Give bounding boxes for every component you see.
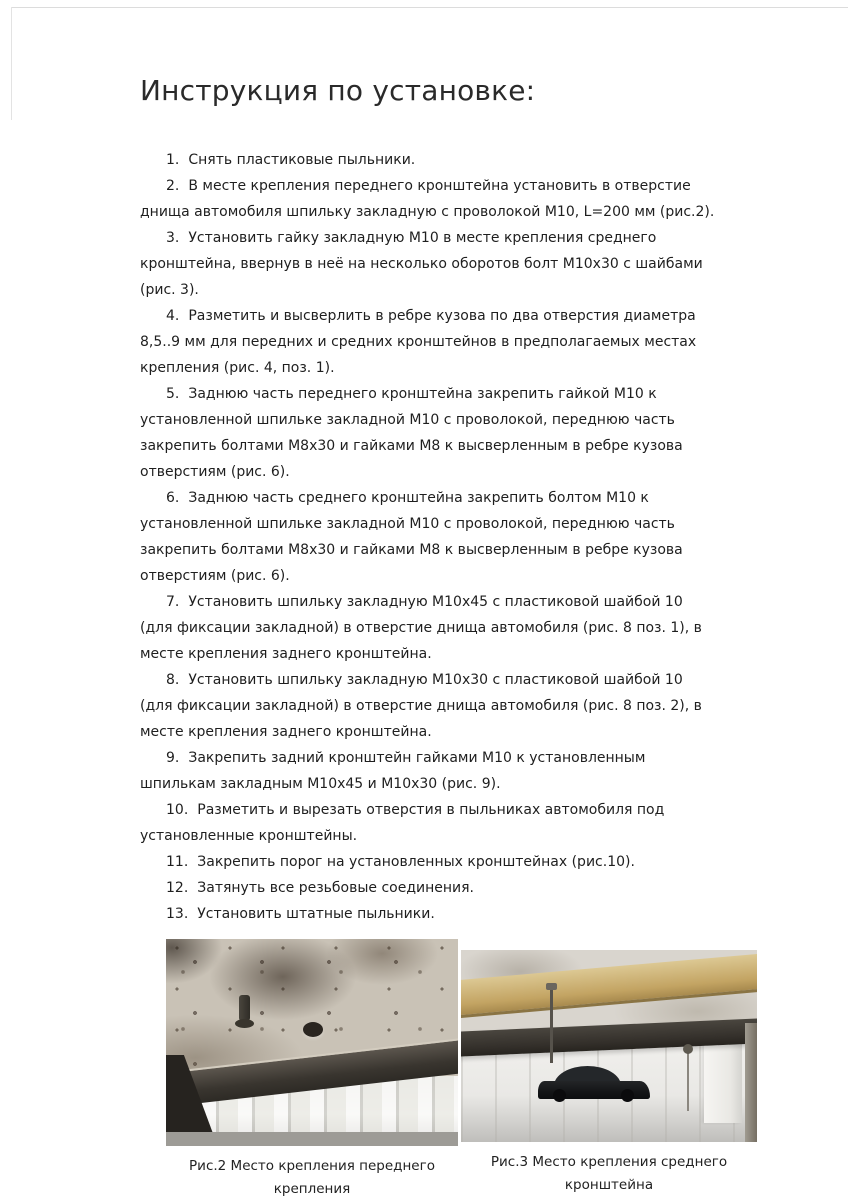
step-text: Затянуть все резьбовые соединения. bbox=[197, 880, 475, 896]
instruction-step-6 bbox=[140, 485, 718, 589]
car-wheel-rear bbox=[621, 1089, 634, 1102]
instruction-step-4 bbox=[140, 303, 718, 381]
hanging-anchor-stud bbox=[550, 986, 553, 1063]
step-text: Разметить и вырезать отверстия в пыльниках автомобиля под установленные кронштейны. bbox=[140, 802, 665, 844]
instruction-step-9 bbox=[140, 745, 718, 797]
figure-3-caption-line-1: Рис.3 Место крепления среднего bbox=[490, 1154, 728, 1170]
hanging-anchor-stud-head bbox=[546, 983, 557, 990]
instruction-step-8 bbox=[140, 667, 718, 745]
figures-row bbox=[166, 939, 806, 1201]
instruction-step-13 bbox=[140, 901, 718, 927]
step-text: Закрепить задний кронштейн гайками М10 к установленным шпилькам закладным М10х45 и М10х30 (рис. 9). bbox=[140, 750, 646, 792]
step-text: Установить штатные пыльники. bbox=[197, 906, 435, 922]
step-number: 10. bbox=[166, 802, 189, 818]
instruction-steps-list bbox=[140, 147, 718, 927]
instruction-step-3 bbox=[140, 225, 718, 303]
step-text: Заднюю часть среднего кронштейна закрепить болтом М10 к установленной шпильке закладной М10 с проволокой, переднюю часть закрепить болтами М8х30 и гайками М8 к высверленным в ребре кузова отверстиям (рис. 6). bbox=[140, 490, 683, 584]
document-page bbox=[140, 74, 728, 1201]
step-number: 4. bbox=[166, 308, 180, 324]
anchor-stud bbox=[239, 995, 250, 1021]
step-number: 7. bbox=[166, 594, 180, 610]
instruction-step-12 bbox=[140, 875, 718, 901]
instruction-step-7 bbox=[140, 589, 718, 667]
step-number: 8. bbox=[166, 672, 180, 688]
figure-2-caption bbox=[166, 1155, 458, 1201]
scan-artifact-line-left bbox=[11, 7, 12, 120]
step-number: 12. bbox=[166, 880, 189, 896]
step-number: 11. bbox=[166, 854, 189, 870]
step-number: 2. bbox=[166, 178, 180, 194]
step-number: 9. bbox=[166, 750, 180, 766]
figure-3-caption-line-2: кронштейна bbox=[564, 1177, 654, 1193]
step-number: 5. bbox=[166, 386, 180, 402]
step-text: Установить шпильку закладную М10х45 с пластиковой шайбой 10 (для фиксации закладной) в отверстие днища автомобиля (рис. 8 поз. 1), в месте крепления заднего кронштейна. bbox=[140, 594, 702, 662]
figure-2-caption-line-2: крепления bbox=[273, 1181, 351, 1197]
car-wheel-front bbox=[553, 1089, 566, 1102]
instruction-step-10 bbox=[140, 797, 718, 849]
figure-3-caption bbox=[461, 1151, 757, 1197]
step-text: В месте крепления переднего кронштейна установить в отверстие днища автомобиля шпильку закладную с проволокой М10, L=200 мм (рис.2). bbox=[140, 178, 715, 220]
step-text: Установить гайку закладную М10 в месте крепления среднего кронштейна, ввернув в неё на несколько оборотов болт М10х30 с шайбами (рис. 3). bbox=[140, 230, 703, 298]
step-number: 6. bbox=[166, 490, 180, 506]
page-title: Инструкция по установке: bbox=[140, 74, 536, 107]
step-number: 13. bbox=[166, 906, 189, 922]
mounting-hole bbox=[303, 1022, 323, 1037]
instruction-step-2 bbox=[140, 173, 718, 225]
anchor-stud-head bbox=[235, 1019, 254, 1028]
figure-2-photo-front-bracket-location bbox=[166, 939, 458, 1146]
lamp-head bbox=[683, 1044, 693, 1054]
figure-2 bbox=[166, 939, 458, 1201]
instruction-step-11 bbox=[140, 849, 718, 875]
step-number: 1. bbox=[166, 152, 180, 168]
right-edge-pillar bbox=[745, 1023, 757, 1142]
lamp-pole bbox=[687, 1050, 689, 1111]
step-text: Закрепить порог на установленных кронштейнах (рис.10). bbox=[197, 854, 635, 870]
floor-strip bbox=[166, 1132, 458, 1146]
instruction-step-1 bbox=[140, 147, 718, 173]
showroom-column bbox=[704, 1038, 742, 1122]
step-text: Установить шпильку закладную М10х30 с пластиковой шайбой 10 (для фиксации закладной) в отверстие днища автомобиля (рис. 8 поз. 2), в месте крепления заднего кронштейна. bbox=[140, 672, 702, 740]
scan-artifact-line-top bbox=[12, 7, 848, 8]
step-number: 3. bbox=[166, 230, 180, 246]
figure-3-photo-middle-bracket-location bbox=[461, 950, 757, 1142]
figure-3 bbox=[461, 939, 757, 1197]
step-text: Заднюю часть переднего кронштейна закрепить гайкой М10 к установленной шпильке закладной М10 с проволокой, переднюю часть закрепить болтами М8х30 и гайками М8 к высверленным в ребре кузова отверстиям (рис. 6). bbox=[140, 386, 683, 480]
step-text: Снять пластиковые пыльники. bbox=[188, 152, 416, 168]
step-text: Разметить и высверлить в ребре кузова по два отверстия диаметра 8,5..9 мм для передних и средних кронштейнов в предполагаемых местах крепления (рис. 4, поз. 1). bbox=[140, 308, 697, 376]
instruction-step-5 bbox=[140, 381, 718, 485]
black-car-silhouette bbox=[538, 1067, 650, 1102]
figure-2-caption-line-1: Рис.2 Место крепления переднего bbox=[189, 1158, 435, 1174]
